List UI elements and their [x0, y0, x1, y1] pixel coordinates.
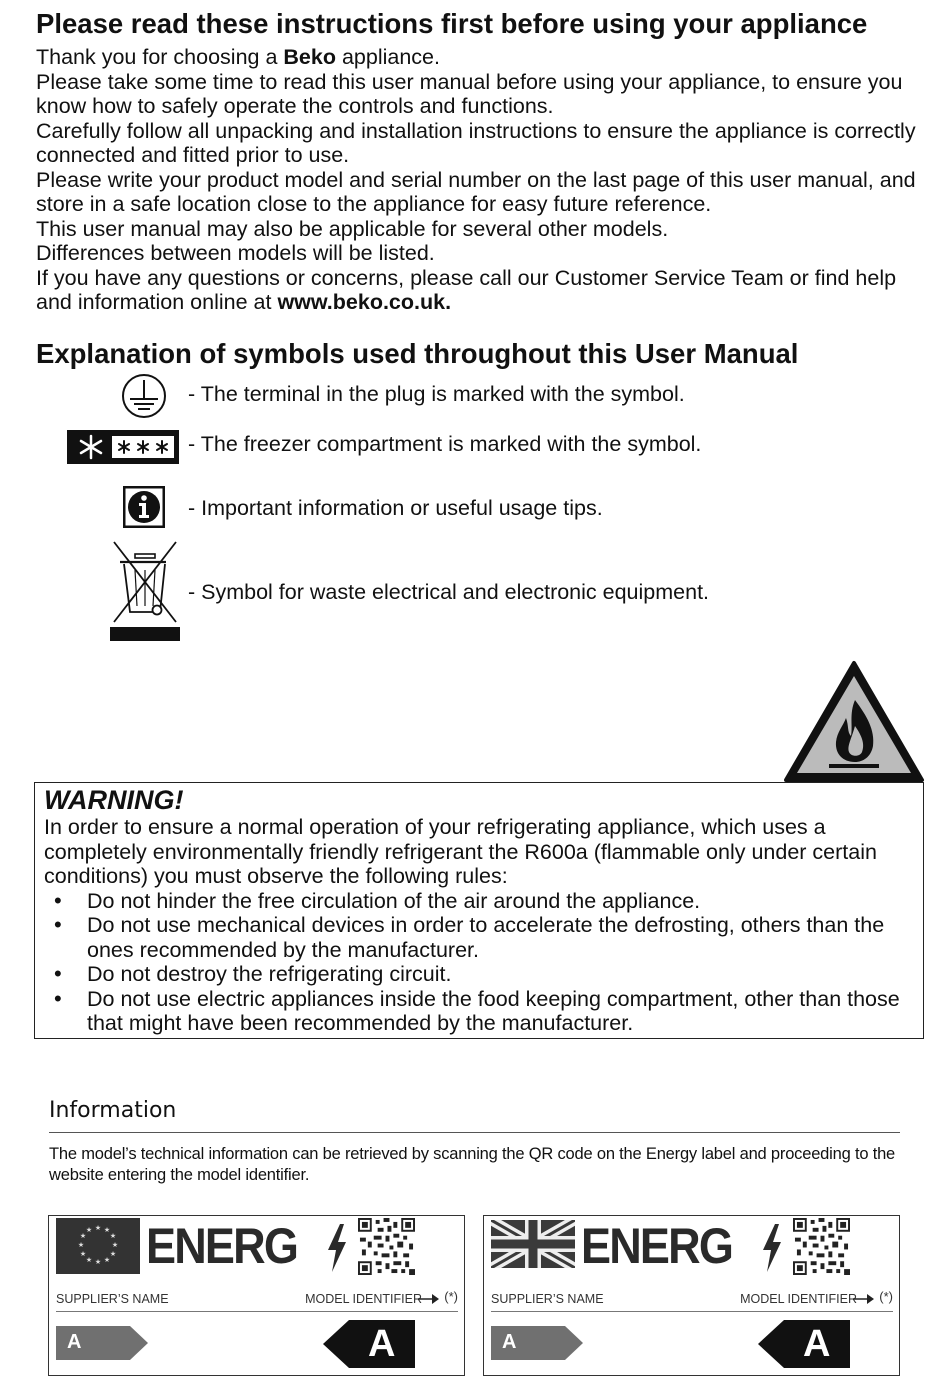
energy-class-rating — [323, 1320, 415, 1373]
supplier-name-label: SUPPLIER’S NAME — [491, 1292, 604, 1306]
symbol-description: - The freezer compartment is marked with the symbol. — [188, 432, 702, 456]
energy-label-uk — [483, 1215, 900, 1376]
symbol-description: - Symbol for waste electrical and electronic equipment. — [188, 580, 710, 604]
warning-text: In order to ensure a normal operation of your refrigerating appliance, which uses a completely environmentally friendly refrigerant the R600a (flammable only under certain conditions) you must observe the following rules: — [44, 815, 877, 888]
footnote-mark: (*) — [444, 1289, 458, 1304]
class-letter: A — [67, 1331, 82, 1353]
flammable-warning-icon — [783, 660, 925, 784]
svg-text:★: ★ — [94, 1258, 102, 1266]
intro-paragraph: This user manual may also be applicable for several other models. — [36, 216, 669, 241]
brand-name: Beko — [283, 45, 336, 69]
svg-text:★: ★ — [79, 1232, 87, 1240]
energy-logo-text: ENERG — [146, 1218, 298, 1274]
svg-text:★: ★ — [103, 1256, 111, 1264]
intro-contact: If you have any questions or concerns, please call our Customer Service Team or find help and information online at www.beko.co.uk. — [36, 265, 897, 314]
website-link[interactable]: www.beko.co.uk. — [277, 290, 452, 314]
list-item: • Do not hinder the free circulation of the air around the appliance. — [44, 889, 914, 914]
page-heading: Please read these instructions first before using your appliance — [36, 8, 868, 39]
earth-terminal-icon — [120, 372, 168, 420]
svg-text:★: ★ — [103, 1226, 111, 1234]
list-item: • Do not destroy the refrigerating circuit. — [44, 962, 914, 987]
model-identifier-label: MODEL IDENTIFIER — [305, 1292, 422, 1306]
warning-rules — [44, 889, 914, 1036]
weee-bin-icon — [110, 540, 180, 641]
information-text: The model’s technical information can be retrieved by scanning the QR code on the Energy label and proceeding to the website entering the model identifier. — [49, 1145, 896, 1184]
divider — [491, 1311, 893, 1312]
symbol-description: - The terminal in the plug is marked with the symbol. — [188, 382, 685, 406]
energy-class-scale — [56, 1326, 148, 1365]
svg-text:★: ★ — [79, 1250, 87, 1258]
svg-text:★: ★ — [94, 1224, 102, 1232]
intro-section — [36, 45, 936, 315]
intro-paragraph: Please write your product model and serial number on the last page of this user manual, and store in a safe location close to the appliance for easy future reference. — [36, 167, 916, 216]
symbols-heading: Explanation of symbols used throughout this User Manual — [36, 338, 799, 369]
qr-code-icon — [358, 1218, 415, 1275]
svg-text:★: ★ — [85, 1226, 93, 1234]
class-letter: A — [502, 1331, 517, 1353]
intro-thanks: Thank you for choosing a Beko appliance. — [36, 45, 440, 69]
uk-flag-icon — [491, 1220, 575, 1268]
rating-letter: A — [803, 1323, 831, 1365]
svg-text:★: ★ — [109, 1250, 117, 1258]
list-item: • Do not use mechanical devices in order to accelerate the defrosting, others than the ones recommended by the manufacturer. — [44, 913, 914, 962]
footnote-mark: (*) — [879, 1289, 893, 1304]
divider — [56, 1311, 458, 1312]
intro-paragraph: Differences between models will be listed. — [36, 241, 435, 265]
warning-body — [44, 815, 914, 1036]
svg-text:★: ★ — [109, 1232, 117, 1240]
svg-text:★: ★ — [85, 1256, 93, 1264]
intro-paragraph: Please take some time to read this user manual before using your appliance, to ensure you know how to safely operate the controls and functions. — [36, 69, 903, 118]
energy-logo-text: ENERG — [581, 1218, 733, 1274]
lightning-icon — [324, 1222, 348, 1274]
divider — [49, 1132, 900, 1133]
lightning-icon — [759, 1222, 783, 1274]
symbol-description: - Important information or useful usage tips. — [188, 496, 603, 520]
intro-paragraph: Carefully follow all unpacking and installation instructions to ensure the appliance is correctly connected and fitted prior to use. — [36, 118, 916, 167]
information-icon — [123, 486, 165, 528]
eu-flag-icon — [56, 1218, 140, 1274]
energy-label-eu — [48, 1215, 465, 1376]
model-identifier-label: MODEL IDENTIFIER — [740, 1292, 857, 1306]
qr-code-icon — [793, 1218, 850, 1275]
warning-box — [34, 782, 924, 1039]
information-title: Information — [49, 1098, 177, 1123]
energy-class-scale — [491, 1326, 583, 1365]
arrow-right-icon — [418, 1293, 440, 1305]
list-item: • Do not use electric appliances inside the food keeping compartment, other than those that might have been recommended by the manufacturer. — [44, 987, 914, 1036]
arrow-right-icon — [853, 1293, 875, 1305]
energy-class-rating — [758, 1320, 850, 1373]
warning-title: WARNING! — [44, 785, 184, 815]
svg-text:★: ★ — [77, 1241, 85, 1249]
rating-letter: A — [368, 1323, 396, 1365]
svg-text:★: ★ — [111, 1241, 119, 1249]
freezer-star-icon — [67, 430, 179, 464]
supplier-name-label: SUPPLIER’S NAME — [56, 1292, 169, 1306]
